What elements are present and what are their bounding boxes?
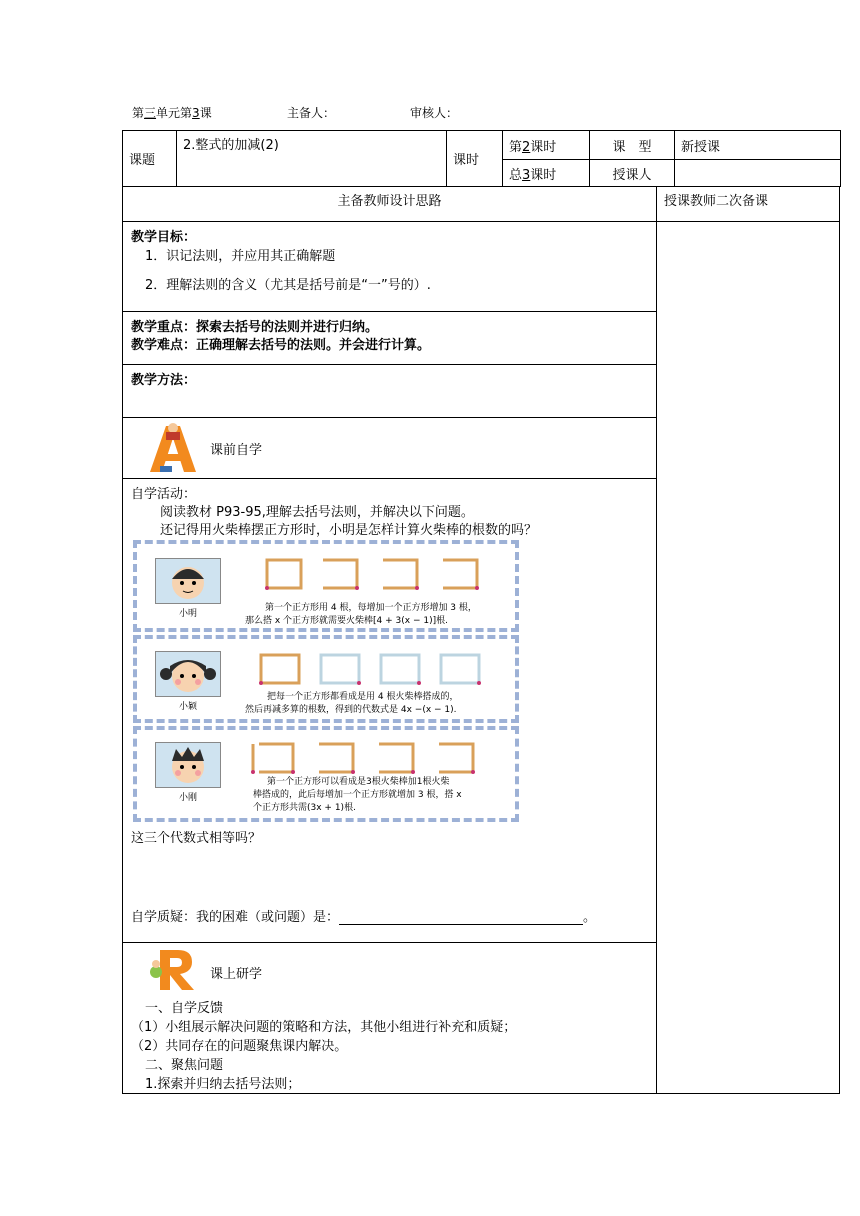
period-label: 课时	[447, 131, 503, 187]
column-divider	[656, 186, 657, 1094]
matchstick-squares	[261, 554, 501, 594]
topic-value: 2.整式的加减(2)	[177, 131, 447, 187]
row-line	[122, 311, 657, 312]
feedback-item-1: （1）小组展示解决问题的策略和方法，其他小组进行补充和质疑；	[131, 1020, 517, 1035]
activity-line-1: 阅读教材 P93-95,理解去括号法则，并解决以下问题。	[160, 505, 474, 520]
panel-text-1: 第一个正方形用 4 根，每增加一个正方形增加 3 根，	[265, 603, 477, 613]
boy-face-icon	[155, 742, 221, 788]
character-name: 小刚	[179, 793, 198, 803]
doubt-input[interactable]	[339, 910, 583, 925]
activity-title: 自学活动：	[131, 487, 197, 502]
border-left	[122, 186, 123, 1094]
matchstick-panel-xiaogang	[133, 726, 519, 822]
section-focus: 二、聚焦问题	[145, 1058, 224, 1073]
feedback-item-2: （2）共同存在的问题聚焦课内解决。	[131, 1039, 348, 1054]
section-feedback: 一、自学反馈	[145, 1001, 224, 1016]
objective-2: 2．理解法则的含义（尤其是括号前是“一”号的）.	[145, 278, 431, 293]
matchstick-panel-xiaoming	[133, 540, 519, 632]
activity-line-2: 还记得用火柴棒摆正方形时，小明是怎样计算火柴棒的根数的吗？	[160, 523, 538, 538]
row-line	[122, 942, 657, 943]
key-point: 教学重点：探索去括号的法则并进行归纳。	[131, 320, 379, 335]
girl-face-icon	[155, 651, 221, 697]
objective-1: 1．识记法则，并应用其正确解题	[145, 249, 336, 264]
focus-item-1: 1.探索并归纳去括号法则；	[145, 1077, 301, 1092]
period-total: 总3课时	[503, 160, 590, 187]
equality-question: 这三个代数式相等吗？	[131, 831, 262, 846]
unit-lesson: 第三单元第3课	[132, 106, 212, 120]
panel-text-1: 第一个正方形可以看成是3根火柴棒加1根火柴	[267, 777, 450, 787]
panel-text-1: 把每一个正方形都看成是用 4 根火柴棒搭成的，	[267, 692, 459, 702]
panel-text-2: 那么搭 x 个正方形就需要火柴棒[4 + 3(x − 1)]根.	[245, 616, 448, 626]
character-name: 小明	[179, 609, 198, 619]
teacher-value	[675, 160, 841, 187]
doubt-line: 自学质疑：我的困难（或问题）是： 。	[131, 910, 597, 925]
preview-title: 课前自学	[210, 443, 263, 458]
row-line	[122, 364, 657, 365]
boy-face-icon	[155, 558, 221, 604]
panel-text-2: 然后再减多算的根数，得到的代数式是 4x −(x − 1).	[245, 705, 457, 715]
row-line	[122, 478, 657, 479]
type-value: 新授课	[675, 131, 841, 160]
side-column-header: 授课教师二次备课	[664, 194, 769, 209]
matchstick-panel-xiaoying	[133, 635, 519, 723]
method-title: 教学方法：	[131, 373, 197, 388]
type-label: 课 型	[590, 131, 675, 160]
row-line	[122, 221, 840, 222]
period-current: 第2课时	[503, 131, 590, 160]
panel-text-2: 棒搭成的，此后每增加一个正方形就增加 3 根，搭 x	[253, 790, 462, 800]
border-bottom	[122, 1093, 840, 1094]
reviewer-label: 审核人：	[410, 106, 459, 120]
matchstick-squares	[255, 649, 495, 689]
letter-r-icon	[146, 946, 200, 992]
row-line	[122, 417, 657, 418]
difficulty-point: 教学难点：正确理解去括号的法则。并会进行计算。	[131, 338, 431, 353]
main-column-header: 主备教师设计思路	[337, 194, 442, 209]
topic-label: 课题	[123, 131, 177, 187]
objectives-title: 教学目标：	[131, 230, 197, 245]
lesson-info-table	[122, 130, 841, 187]
teacher-label: 授课人	[590, 160, 675, 187]
letter-a-icon	[146, 422, 200, 474]
border-right	[839, 186, 840, 1094]
inclass-title: 课上研学	[210, 967, 263, 982]
preparer-label: 主备人：	[287, 106, 336, 120]
panel-text-3: 个正方形共需(3x + 1)根.	[253, 803, 356, 813]
matchstick-squares	[247, 738, 497, 778]
character-name: 小颖	[179, 702, 198, 712]
